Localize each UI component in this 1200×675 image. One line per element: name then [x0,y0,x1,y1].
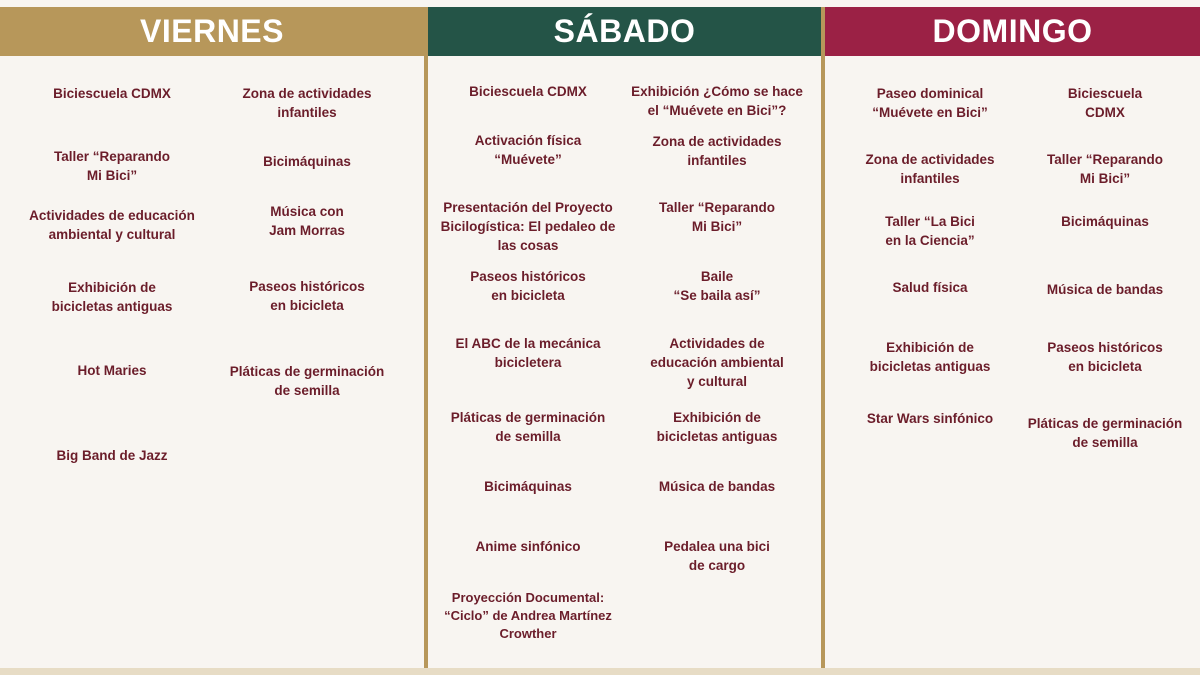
activity-item: Taller “Reparando Mi Bici” [53,149,171,183]
activity-item: Pláticas de germinación de semilla [450,410,606,444]
activity-item: Paseos históricos en bicicleta [1047,340,1163,374]
activity-item: Salud física [892,280,968,295]
activity-item: Zona de actividades infantiles [242,86,372,120]
bottom-bar [0,668,1200,675]
activity-item: Paseos históricos en bicicleta [470,269,586,303]
activity-item: Anime sinfónico [475,539,581,554]
activity-item: Exhibición ¿Cómo se hace el “Muévete en Bici”? [631,84,803,118]
activity-item: Bicimáquinas [263,154,351,169]
activity-item: Bicimáquinas [1061,214,1149,229]
activity-item: Música de bandas [658,479,776,494]
activity-item: El ABC de la mecánica bicicletera [455,336,601,370]
activity-item: Biciescuela CDMX [53,86,171,101]
activity-item: Taller “La Bici en la Ciencia” [885,214,975,248]
activity-item: Baile “Se baila así” [673,269,761,303]
activity-item: Exhibición de bicicletas antiguas [51,280,173,314]
viernes-header: VIERNES [0,7,424,56]
activity-item: Hot Maries [77,363,147,378]
activity-item: Star Wars sinfónico [866,411,994,426]
activity-item: Música de bandas [1046,282,1164,297]
sabado-header: SÁBADO [428,7,821,56]
activity-item: Exhibición de bicicletas antiguas [656,410,778,444]
activity-item: Taller “Reparando Mi Bici” [1046,152,1164,186]
activity-item: Biciescuela CDMX [469,84,587,99]
activity-item: Exhibición de bicicletas antiguas [869,340,991,374]
activity-item: Paseo dominical “Muévete en Bici” [872,86,988,120]
sabado-column [428,0,821,668]
activity-item: Actividades de educación ambiental y cultural [29,208,195,242]
activity-item: Activación física “Muévete” [474,133,582,167]
activity-item: Proyección Documental: “Ciclo” de Andrea Martínez Crowther [444,590,612,641]
activity-item: Zona de actividades infantiles [865,152,995,186]
activity-item: Big Band de Jazz [56,448,168,463]
domingo-header: DOMINGO [825,7,1200,56]
activity-item: Paseos históricos en bicicleta [249,279,365,313]
activity-item: Pláticas de germinación de semilla [229,364,385,398]
activity-item: Taller “Reparando Mi Bici” [658,200,776,234]
viernes-column [0,0,424,668]
activity-item: Presentación del Proyecto Bicilogística: El pedaleo de las cosas [440,200,616,253]
activity-item: Biciescuela CDMX [1067,86,1143,120]
activity-item: Música con Jam Morras [269,204,345,238]
activity-item: Actividades de educación ambiental y cultural [650,336,784,389]
activity-item: Zona de actividades infantiles [652,134,782,168]
activity-item: Bicimáquinas [484,479,572,494]
activity-item: Pedalea una bici de cargo [664,539,770,573]
activity-item: Pláticas de germinación de semilla [1027,416,1183,450]
domingo-column [825,0,1200,668]
